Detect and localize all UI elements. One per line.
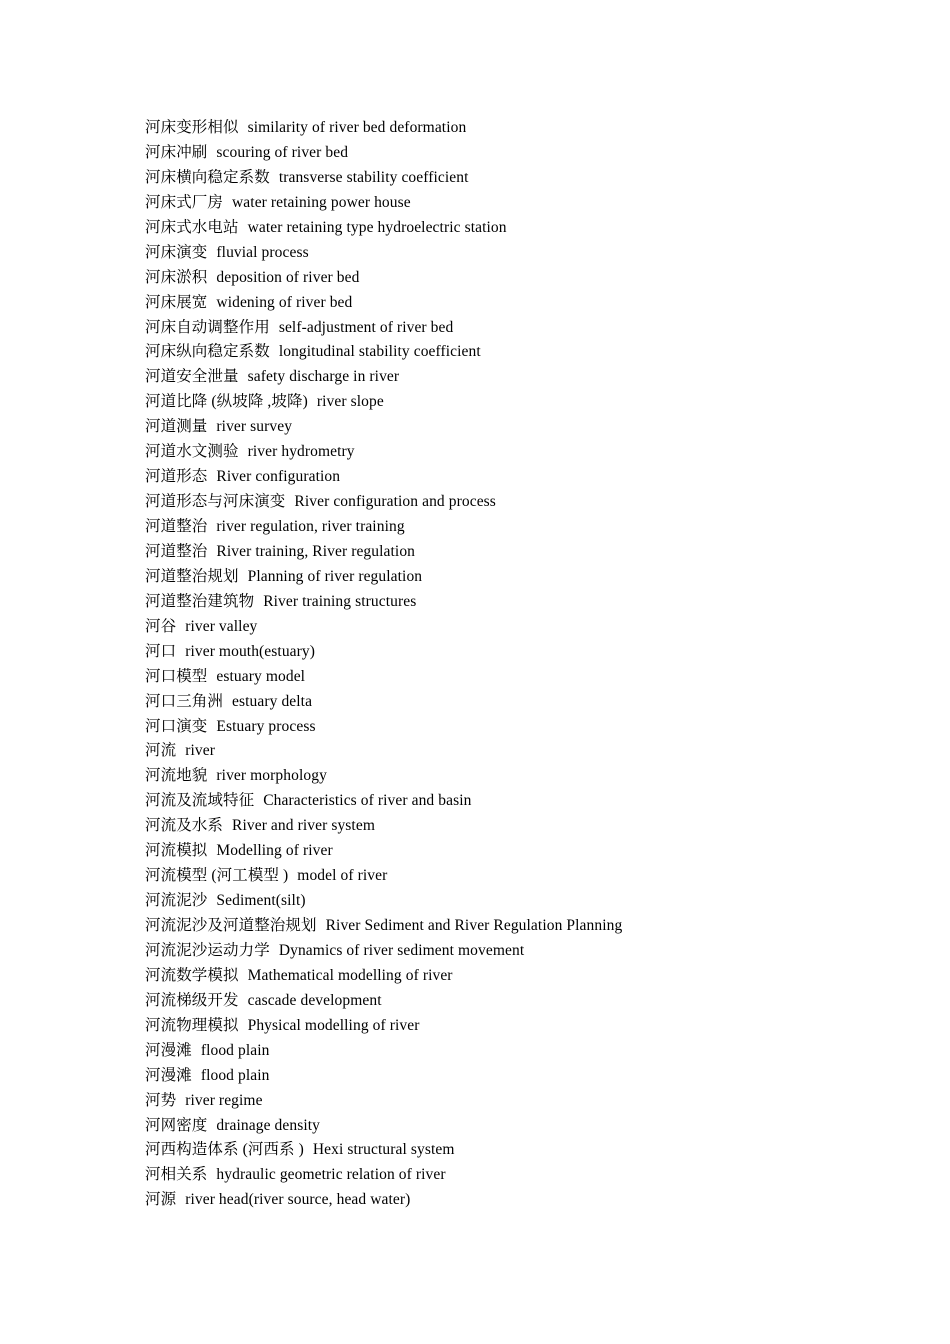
glossary-entry (145, 116, 890, 141)
term-english: river morphology (216, 767, 327, 785)
term-english: River configuration (216, 468, 341, 486)
glossary-entry (145, 889, 890, 914)
term-english: River Sediment and River Regulation Planning (325, 917, 623, 934)
term-chinese: 河源 (145, 1191, 177, 1209)
glossary-entry (145, 490, 890, 515)
term-chinese: 河床冲刷 (145, 143, 208, 161)
term-english: longitudinal stability coefficient (278, 343, 481, 361)
term-english: river survey (216, 418, 293, 436)
term-chinese: 河道形态 (145, 468, 208, 486)
term-english: Sediment(silt) (216, 892, 306, 910)
glossary-entry (145, 1089, 890, 1114)
term-chinese: 河床纵向稳定系数 (145, 343, 270, 361)
term-chinese: 河床横向稳定系数 (145, 168, 270, 186)
term-chinese: 河道测量 (145, 418, 208, 436)
glossary-entry (145, 739, 890, 764)
glossary-entry (145, 764, 890, 789)
term-chinese: 河道形态与河床演变 (145, 493, 286, 511)
term-english: river mouth(estuary) (185, 642, 316, 660)
term-chinese: 河相关系 (145, 1166, 208, 1184)
term-english: river hydrometry (247, 443, 355, 461)
glossary-entry (145, 440, 890, 465)
term-english: flood plain (200, 1066, 270, 1084)
glossary-entry (145, 166, 890, 191)
term-chinese: 河床式厂房 (145, 193, 224, 211)
term-english: scouring of river bed (216, 143, 349, 161)
glossary-entry (145, 1039, 890, 1064)
term-english: estuary delta (232, 692, 313, 710)
term-english: fluvial process (216, 243, 309, 261)
term-english: estuary model (216, 667, 306, 685)
glossary-entry (145, 1163, 890, 1188)
glossary-entry (145, 141, 890, 166)
term-english: river head(river source, head water) (185, 1191, 411, 1209)
glossary-entry (145, 241, 890, 266)
term-chinese: 河道整治建筑物 (145, 592, 255, 610)
term-english: water retaining type hydroelectric station (247, 218, 507, 236)
term-chinese: 河道安全泄量 (145, 368, 239, 386)
term-chinese: 河流泥沙及河道整治规划 (145, 917, 317, 934)
glossary-entry (145, 590, 890, 615)
term-english: model of river (297, 867, 388, 885)
glossary-entry (145, 665, 890, 690)
term-english: hydraulic geometric relation of river (216, 1166, 446, 1184)
term-chinese: 河口三角洲 (145, 692, 224, 710)
term-chinese: 河流泥沙运动力学 (145, 941, 270, 959)
glossary-entry (145, 715, 890, 740)
term-chinese: 河床自动调整作用 (145, 318, 270, 336)
term-english: transverse stability coefficient (278, 168, 469, 186)
term-chinese: 河道整治 (145, 518, 208, 535)
term-chinese: 河流梯级开发 (145, 991, 239, 1009)
term-english: safety discharge in river (247, 368, 400, 386)
glossary-entry (145, 615, 890, 640)
term-chinese: 河床式水电站 (145, 218, 239, 236)
term-english: River training structures (263, 592, 417, 610)
term-english: river slope (316, 393, 384, 411)
term-chinese: 河谷 (145, 617, 177, 635)
term-chinese: 河道水文测验 (145, 443, 239, 461)
glossary-entry (145, 1138, 890, 1163)
glossary-entry (145, 216, 890, 241)
term-english: river regime (185, 1091, 263, 1109)
term-chinese: 河床展宽 (145, 293, 208, 311)
term-english: Characteristics of river and basin (263, 792, 472, 810)
term-chinese: 河漫滩 (145, 1041, 192, 1059)
glossary-entry (145, 964, 890, 989)
glossary-entry (145, 914, 890, 939)
term-english: Physical modelling of river (247, 1016, 420, 1034)
term-english: Mathematical modelling of river (247, 966, 453, 984)
term-chinese: 河床变形相似 (145, 119, 239, 136)
term-english: Hexi structural system (312, 1141, 455, 1159)
term-english: Dynamics of river sediment movement (278, 941, 525, 959)
glossary-entry (145, 540, 890, 565)
term-chinese: 河床淤积 (145, 268, 208, 286)
term-chinese: 河流及水系 (145, 817, 224, 835)
glossary-entry (145, 465, 890, 490)
term-chinese: 河网密度 (145, 1116, 208, 1134)
glossary-entry (145, 1114, 890, 1139)
term-english: cascade development (247, 991, 382, 1009)
term-chinese: 河流 (145, 742, 177, 760)
glossary-entry (145, 814, 890, 839)
glossary-entry (145, 989, 890, 1014)
glossary-entry (145, 515, 890, 540)
term-chinese: 河势 (145, 1091, 177, 1109)
glossary-entry (145, 191, 890, 216)
glossary-entry (145, 864, 890, 889)
glossary-entry (145, 939, 890, 964)
term-chinese: 河道比降 (纵坡降 ,坡降) (145, 393, 308, 411)
term-chinese: 河道整治规划 (145, 567, 239, 585)
glossary-entry (145, 1064, 890, 1089)
glossary-entry (145, 365, 890, 390)
glossary-entry (145, 316, 890, 341)
term-english: Modelling of river (216, 842, 333, 860)
term-chinese: 河口演变 (145, 717, 208, 735)
term-english: river (185, 742, 215, 760)
glossary-entry (145, 1014, 890, 1039)
term-english: drainage density (216, 1116, 321, 1134)
term-chinese: 河流数学模拟 (145, 966, 239, 984)
term-chinese: 河流地貌 (145, 767, 208, 785)
term-english: river valley (185, 617, 258, 635)
term-english: River training, River regulation (216, 542, 416, 560)
term-english: flood plain (200, 1041, 270, 1059)
term-english: river regulation, river training (216, 518, 405, 535)
glossary-entry (145, 640, 890, 665)
term-chinese: 河流泥沙 (145, 892, 208, 910)
term-chinese: 河流模型 (河工模型 ) (145, 867, 289, 885)
term-chinese: 河流模拟 (145, 842, 208, 860)
term-english: Planning of river regulation (247, 567, 423, 585)
term-chinese: 河西构造体系 (河西系 ) (145, 1141, 304, 1159)
term-english: River and river system (232, 817, 375, 835)
glossary-entry (145, 266, 890, 291)
glossary-entry (145, 690, 890, 715)
glossary-entry (145, 789, 890, 814)
term-chinese: 河流物理模拟 (145, 1016, 239, 1034)
glossary-entry (145, 390, 890, 415)
term-english: River configuration and process (294, 493, 496, 511)
term-english: water retaining power house (232, 193, 411, 211)
term-english: similarity of river bed deformation (247, 119, 467, 136)
glossary-entry (145, 565, 890, 590)
term-chinese: 河流及流域特征 (145, 792, 255, 810)
glossary-entry (145, 1188, 890, 1213)
term-english: self-adjustment of river bed (278, 318, 454, 336)
glossary-list (145, 116, 890, 1213)
term-english: widening of river bed (216, 293, 353, 311)
term-chinese: 河口模型 (145, 667, 208, 685)
glossary-entry (145, 340, 890, 365)
term-chinese: 河漫滩 (145, 1066, 192, 1084)
term-chinese: 河口 (145, 642, 177, 660)
glossary-entry (145, 839, 890, 864)
glossary-entry (145, 291, 890, 316)
term-chinese: 河道整治 (145, 542, 208, 560)
term-english: Estuary process (216, 717, 316, 735)
term-chinese: 河床演变 (145, 243, 208, 261)
term-english: deposition of river bed (216, 268, 360, 286)
glossary-entry (145, 415, 890, 440)
